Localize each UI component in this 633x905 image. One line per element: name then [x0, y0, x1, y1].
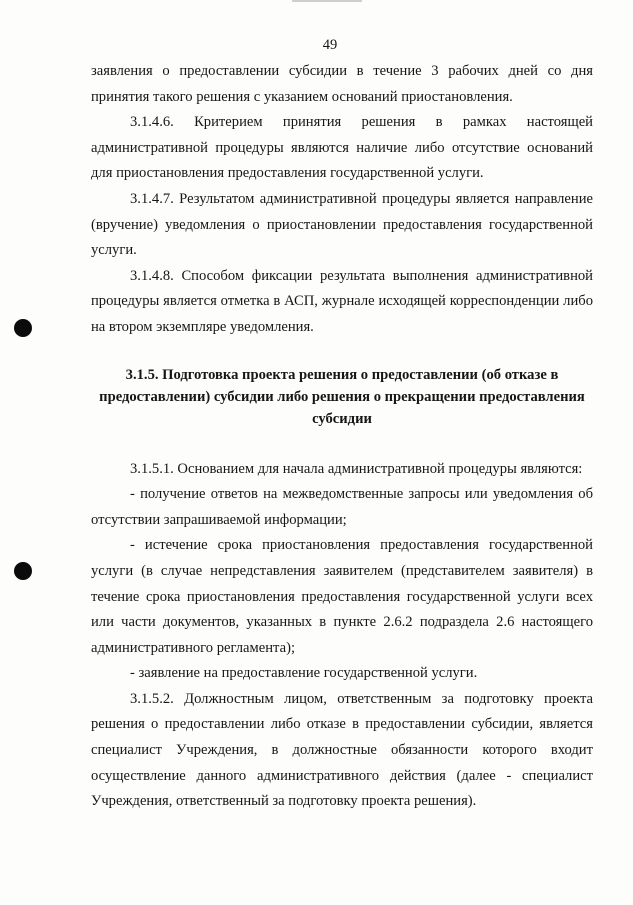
paragraph: заявления о предоставлении субсидии в течение 3 рабочих дней со дня принятия такого решения с указанием оснований приостановления. [91, 63, 593, 105]
paragraph: 3.1.4.8. Способом фиксации результата выполнения административной процедуры является отметка в АСП, журнале исходящей корреспонденции либо на втором экземпляре уведомления. [91, 267, 593, 335]
paragraph: 3.1.4.7. Результатом административной процедуры является направление (вручение) уведомления о приостановлении предоставления государственной услуги. [91, 190, 593, 259]
punch-hole-mark [14, 562, 32, 580]
punch-hole-mark [14, 319, 32, 337]
paragraph: 3.1.5.2. Должностным лицом, ответственным за подготовку проекта решения о предоставлении либо отказе в предоставлении субсидии, является специалист Учреждения, в должностные обязанности которого входит осуществление данного административного действия (далее - специалист Учреждения, ответственный за подготовку проекта решения). [91, 690, 593, 810]
list-item: - истечение срока приостановления предоставления государственной услуги (в случае непредставления заявителем (представителем заявителя) в течение срока приостановления предоставления государственной услуги всех или части документов, указанных в пункте 2.6.2 подраздела 2.6 настоящего административного регламента); [91, 537, 593, 656]
page-number: 49 [322, 37, 338, 53]
list-item: - заявление на предоставление государственной услуги. [130, 665, 478, 682]
document-body [91, 59, 593, 815]
paragraph: 3.1.5.1. Основанием для начала административной процедуры являются: [130, 460, 583, 477]
scan-edge-mark [292, 0, 362, 2]
section-heading: 3.1.5. Подготовка проекта решения о предоставлении (об отказе в предоставлении) субсидии либо решения о прекращении предоставления субсидии [99, 366, 585, 427]
paragraph: 3.1.4.6. Критерием принятия решения в рамках настоящей административной процедуры являются наличие либо отсутствие оснований для приостановления предоставления государственной услуги. [91, 114, 593, 182]
list-item: - получение ответов на межведомственные запросы или уведомления об отсутствии запрашиваемой информации; [91, 486, 593, 528]
